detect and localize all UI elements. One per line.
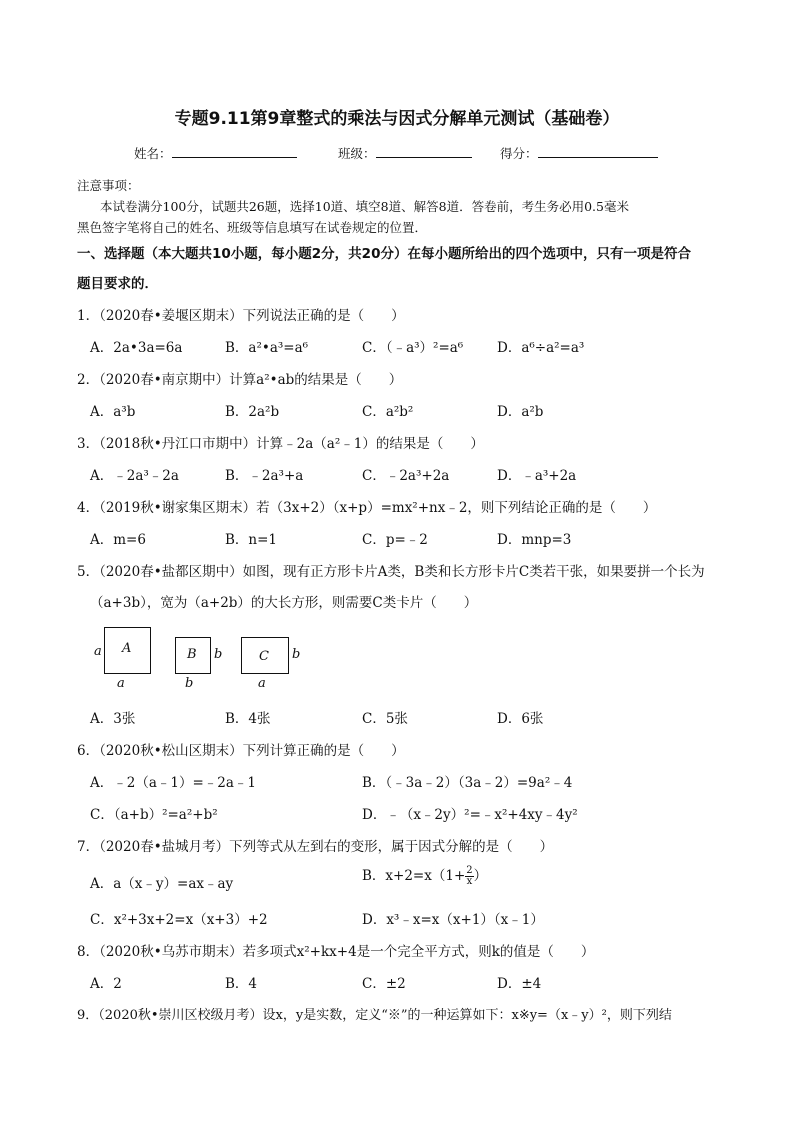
q6-stem: 6．（2020秋•松山区期末）下列计算正确的是（ ） <box>77 743 405 759</box>
page-title: 专题9.11第9章整式的乘法与因式分解单元测试（基础卷） <box>174 109 620 129</box>
q7-option-d[interactable]: D．x³﹣x=x（x+1）（x﹣1） <box>362 912 544 928</box>
q3-option-d[interactable]: D．﹣a³+2a <box>497 468 577 484</box>
name-blank[interactable] <box>172 145 297 158</box>
q7-option-a[interactable]: A．a（x﹣y）=ax﹣ay <box>90 876 234 892</box>
fraction <box>465 866 473 887</box>
q1-stem: 1．（2020春•姜堰区期末）下列说法正确的是（ ） <box>77 308 405 324</box>
q3-option-c[interactable]: C．﹣2a³+2a <box>362 468 450 484</box>
q7-option-b-prefix: B．x+2=x（1+ <box>362 868 466 884</box>
score-label: 得分： <box>500 146 538 161</box>
card-c-label: C <box>259 649 269 664</box>
q8-option-d[interactable]: D．±4 <box>497 976 542 992</box>
q9-stem: 9．（2020秋•崇川区校级月考）设x，y是实数，定义“※”的一种运算如下：x※y=（x﹣y）²，则下列结 <box>77 1008 672 1023</box>
class-blank[interactable] <box>376 145 472 158</box>
q6-option-d[interactable]: D．﹣（x﹣2y）²=﹣x²+4xy﹣4y² <box>362 807 578 823</box>
q4-option-b[interactable]: B．n=1 <box>225 532 278 548</box>
score-blank[interactable] <box>538 145 658 158</box>
q6-option-a[interactable]: A．﹣2（a﹣1）=﹣2a﹣1 <box>90 775 257 791</box>
q5-option-d[interactable]: D．6张 <box>497 711 544 727</box>
card-b-side-label: b <box>214 647 223 662</box>
notice-line-1: 本试卷满分100分，试题共26题，选择10道、填空8道、解答8道．答卷前，考生务必用0.5毫米 <box>100 199 629 214</box>
notice-line-2: 黑色签字笔将自己的姓名、班级等信息填写在试卷规定的位置． <box>77 220 428 235</box>
q1-option-d[interactable]: D．a⁶÷a²=a³ <box>497 340 585 356</box>
card-a-side-label: a <box>94 644 102 659</box>
q8-option-c[interactable]: C．±2 <box>362 976 406 992</box>
fraction-denominator: x <box>466 876 473 887</box>
class-field <box>338 144 472 162</box>
q7-option-c[interactable]: C．x²+3x+2=x（x+3）+2 <box>90 912 268 928</box>
q2-option-a[interactable]: A．a³b <box>90 404 136 420</box>
q4-option-c[interactable]: C．p=﹣2 <box>362 532 428 548</box>
q2-stem: 2．（2020春•南京期中）计算a²•ab的结果是（ ） <box>77 372 403 388</box>
q4-stem: 4．（2019秋•谢家集区期末）若（3x+2）（x+p）=mx²+nx﹣2，则下列结论正确的是（ ） <box>77 500 657 516</box>
q4-option-d[interactable]: D．mnp=3 <box>497 532 572 548</box>
q7-option-b[interactable] <box>362 864 487 887</box>
q2-option-c[interactable]: C．a²b² <box>362 404 414 420</box>
q3-option-b[interactable]: B．﹣2a³+a <box>225 468 304 484</box>
q2-option-b[interactable]: B．2a²b <box>225 404 280 420</box>
q7-stem: 7．（2020春•盐城月考）下列等式从左到右的变形，属于因式分解的是（ ） <box>77 839 554 855</box>
card-c-side-label: b <box>292 647 301 662</box>
name-field <box>134 144 297 162</box>
section-heading-line-2: 题目要求的． <box>77 276 158 292</box>
notice-heading: 注意事项： <box>77 178 140 193</box>
q2-option-d[interactable]: D．a²b <box>497 404 544 420</box>
card-a-label: A <box>122 641 132 656</box>
q5-stem-line-1: 5．（2020春•盐都区期中）如图，现有正方形卡片A类，B类和长方形卡片C类若干张，如果要拼一个长为 <box>77 564 705 580</box>
q5-option-b[interactable]: B．4张 <box>225 711 271 727</box>
card-b-bottom-label: b <box>185 676 194 691</box>
class-label: 班级： <box>338 146 376 161</box>
card-c-bottom-label: a <box>258 676 266 691</box>
q3-stem: 3．（2018秋•丹江口市期中）计算﹣2a（a²﹣1）的结果是（ ） <box>77 436 484 452</box>
section-heading-line-1: 一、选择题（本大题共10小题，每小题2分，共20分）在每小题所给出的四个选项中，只有一项是符合 <box>77 246 691 262</box>
q5-option-a[interactable]: A．3张 <box>90 711 136 727</box>
q1-option-a[interactable]: A．2a•3a=6a <box>90 340 183 356</box>
score-field <box>500 144 658 162</box>
q5-option-c[interactable]: C．5张 <box>362 711 408 727</box>
q5-stem-line-2: （a+3b），宽为（a+2b）的大长方形，则需要C类卡片（ ） <box>90 595 478 611</box>
q1-option-b[interactable]: B．a²•a³=a⁶ <box>225 340 309 356</box>
q4-option-a[interactable]: A．m=6 <box>90 532 146 548</box>
q8-option-b[interactable]: B．4 <box>225 976 258 992</box>
q6-option-b[interactable]: B．（﹣3a﹣2）（3a﹣2）=9a²﹣4 <box>362 775 573 791</box>
fraction-numerator: 2 <box>466 865 473 876</box>
card-b-label: B <box>187 647 197 662</box>
name-label: 姓名： <box>134 146 172 161</box>
q7-option-b-suffix: ） <box>473 868 488 884</box>
q3-option-a[interactable]: A．﹣2a³﹣2a <box>90 468 179 484</box>
q1-option-c[interactable]: C．（﹣a³）²=a⁶ <box>362 340 464 356</box>
q6-option-c[interactable]: C．（a+b）²=a²+b² <box>90 807 218 823</box>
q8-stem: 8．（2020秋•乌苏市期末）若多项式x²+kx+4是一个完全平方式，则k的值是（ ） <box>77 944 595 960</box>
q8-option-a[interactable]: A．2 <box>90 976 122 992</box>
card-a-bottom-label: a <box>117 676 125 691</box>
